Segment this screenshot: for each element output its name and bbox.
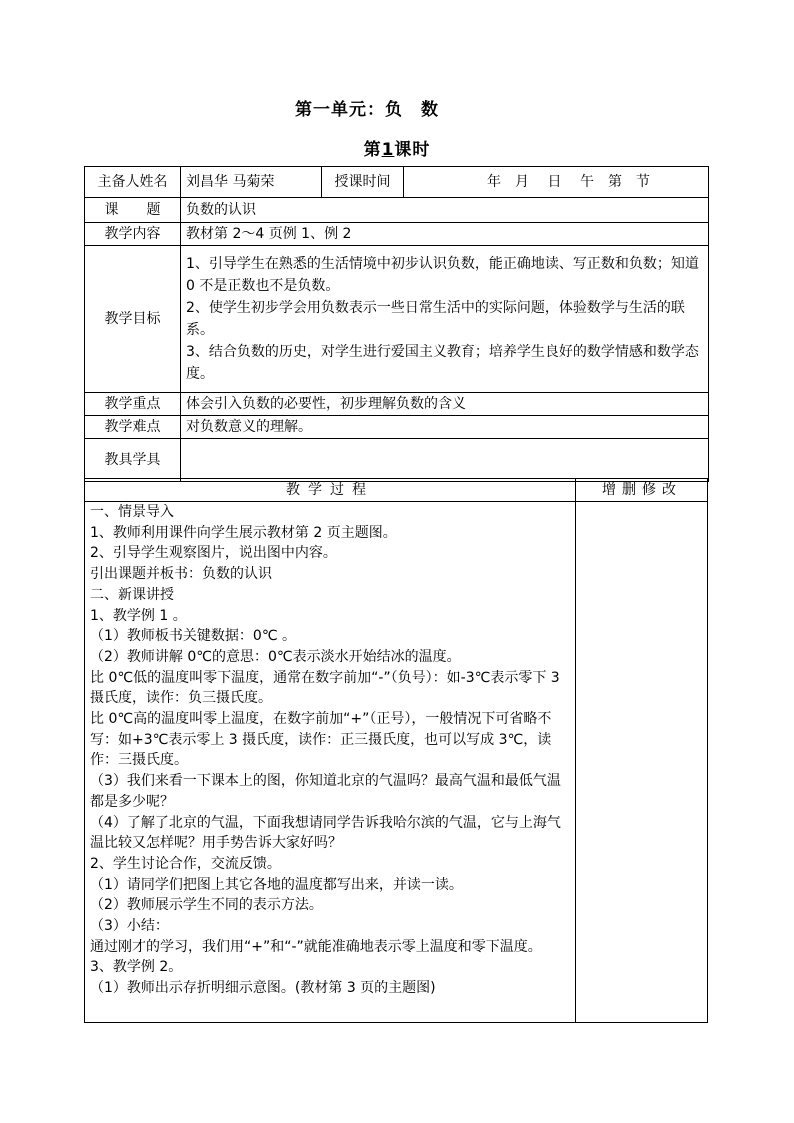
modifications-header-label: 增删修改 bbox=[602, 482, 682, 498]
process-line: 比 0℃高的温度叫零上温度，在数字前加“+”（正号），一般情况下可省略不写：如+3℃表示零上 3 摄氏度，读作：正三摄氏度，也可以写成 3℃，读作：三摄氏度。 bbox=[90, 711, 552, 769]
content-label: 教学内容 bbox=[85, 223, 181, 246]
process-line: 3、教学例 2。 bbox=[90, 959, 183, 976]
tools-value bbox=[181, 439, 709, 482]
tools-label: 教具学具 bbox=[85, 439, 181, 482]
preparer-label: 主备人姓名 bbox=[85, 167, 181, 198]
process-line: （3）小结： bbox=[90, 918, 169, 935]
difficulty-value: 对负数意义的理解。 bbox=[181, 416, 709, 439]
process-line: （1）教师板书关键数据：0℃ 。 bbox=[90, 628, 296, 645]
process-line: 引出课题并板书：负数的认识 bbox=[90, 566, 272, 583]
goals-label: 教学目标 bbox=[85, 246, 181, 393]
process-line: 2、引导学生观察图片，说出图中内容。 bbox=[90, 545, 337, 562]
process-line: （1）请同学们把图上其它各地的温度都写出来，并读一读。 bbox=[90, 876, 463, 893]
lesson-prefix: 第 bbox=[363, 140, 382, 160]
lesson-info-table bbox=[84, 166, 709, 482]
goal-item: 1、引导学生在熟悉的生活情境中初步认识负数，能正确地读、写正数和负数；知道 0 不是正数也不是负数。 bbox=[186, 256, 699, 294]
process-line: （2）教师展示学生不同的表示方法。 bbox=[90, 897, 323, 914]
teaching-process-section bbox=[84, 478, 708, 1023]
goal-item: 2、使学生初步学会用负数表示一些日常生活中的实际问题，体验数学与生活的联系。 bbox=[186, 300, 685, 338]
preparer-value: 刘昌华 马菊荣 bbox=[181, 167, 322, 198]
lesson-number: 1 bbox=[381, 140, 395, 160]
focus-value: 体会引入负数的必要性，初步理解负数的含义 bbox=[181, 393, 709, 416]
time-value: 年 月 日 午 第 节 bbox=[404, 167, 709, 198]
column-divider bbox=[575, 479, 576, 1022]
process-line: （1）教师出示存折明细示意图。(教材第 3 页的主题图) bbox=[90, 980, 436, 997]
focus-label: 教学重点 bbox=[85, 393, 181, 416]
process-line: 1、教学例 1 。 bbox=[90, 607, 187, 624]
process-header-label: 教学过程 bbox=[286, 482, 374, 498]
process-line: 一、情景导入 bbox=[90, 504, 174, 520]
difficulty-label: 教学难点 bbox=[85, 416, 181, 439]
time-label: 授课时间 bbox=[322, 167, 404, 198]
process-header bbox=[85, 479, 707, 502]
goal-item: 3、结合负数的历史，对学生进行爱国主义教育；培养学生良好的数学情感和数学态度。 bbox=[186, 344, 699, 382]
topic-label: 课 题 bbox=[85, 198, 181, 223]
content-value: 教材第 2～4 页例 1、例 2 bbox=[181, 223, 709, 246]
process-line: 2、学生讨论合作，交流反馈。 bbox=[90, 855, 281, 872]
process-line: 1、教师利用课件向学生展示教材第 2 页主题图。 bbox=[90, 524, 397, 541]
unit-title: 第一单元：负 数 bbox=[295, 100, 439, 120]
process-line: 二、新课讲授 bbox=[90, 586, 174, 603]
goals-list bbox=[181, 246, 709, 393]
process-line: 比 0℃低的温度叫零下温度，通常在数字前加“-”（负号）：如-3℃表示零下 3 摄氏度，读作：负三摄氏度。 bbox=[90, 669, 560, 707]
process-line: （4）了解了北京的气温，下面我想请同学告诉我哈尔滨的气温，它与上海气温比较又怎样呢？用手势告诉大家好吗？ bbox=[90, 814, 561, 852]
topic-value: 负数的认识 bbox=[181, 198, 709, 223]
lesson-suffix: 课时 bbox=[394, 140, 431, 160]
process-content bbox=[90, 502, 572, 999]
process-line: 通过刚才的学习，我们用“+”和“-”就能准确地表示零上温度和零下温度。 bbox=[90, 938, 542, 955]
process-line: （2）教师讲解 0℃的意思：0℃表示淡水开始结冰的温度。 bbox=[90, 648, 461, 665]
lesson-title bbox=[0, 135, 794, 160]
process-line: （3）我们来看一下课本上的图，你知道北京的气温吗？最高气温和最低气温都是多少呢？ bbox=[90, 773, 561, 810]
